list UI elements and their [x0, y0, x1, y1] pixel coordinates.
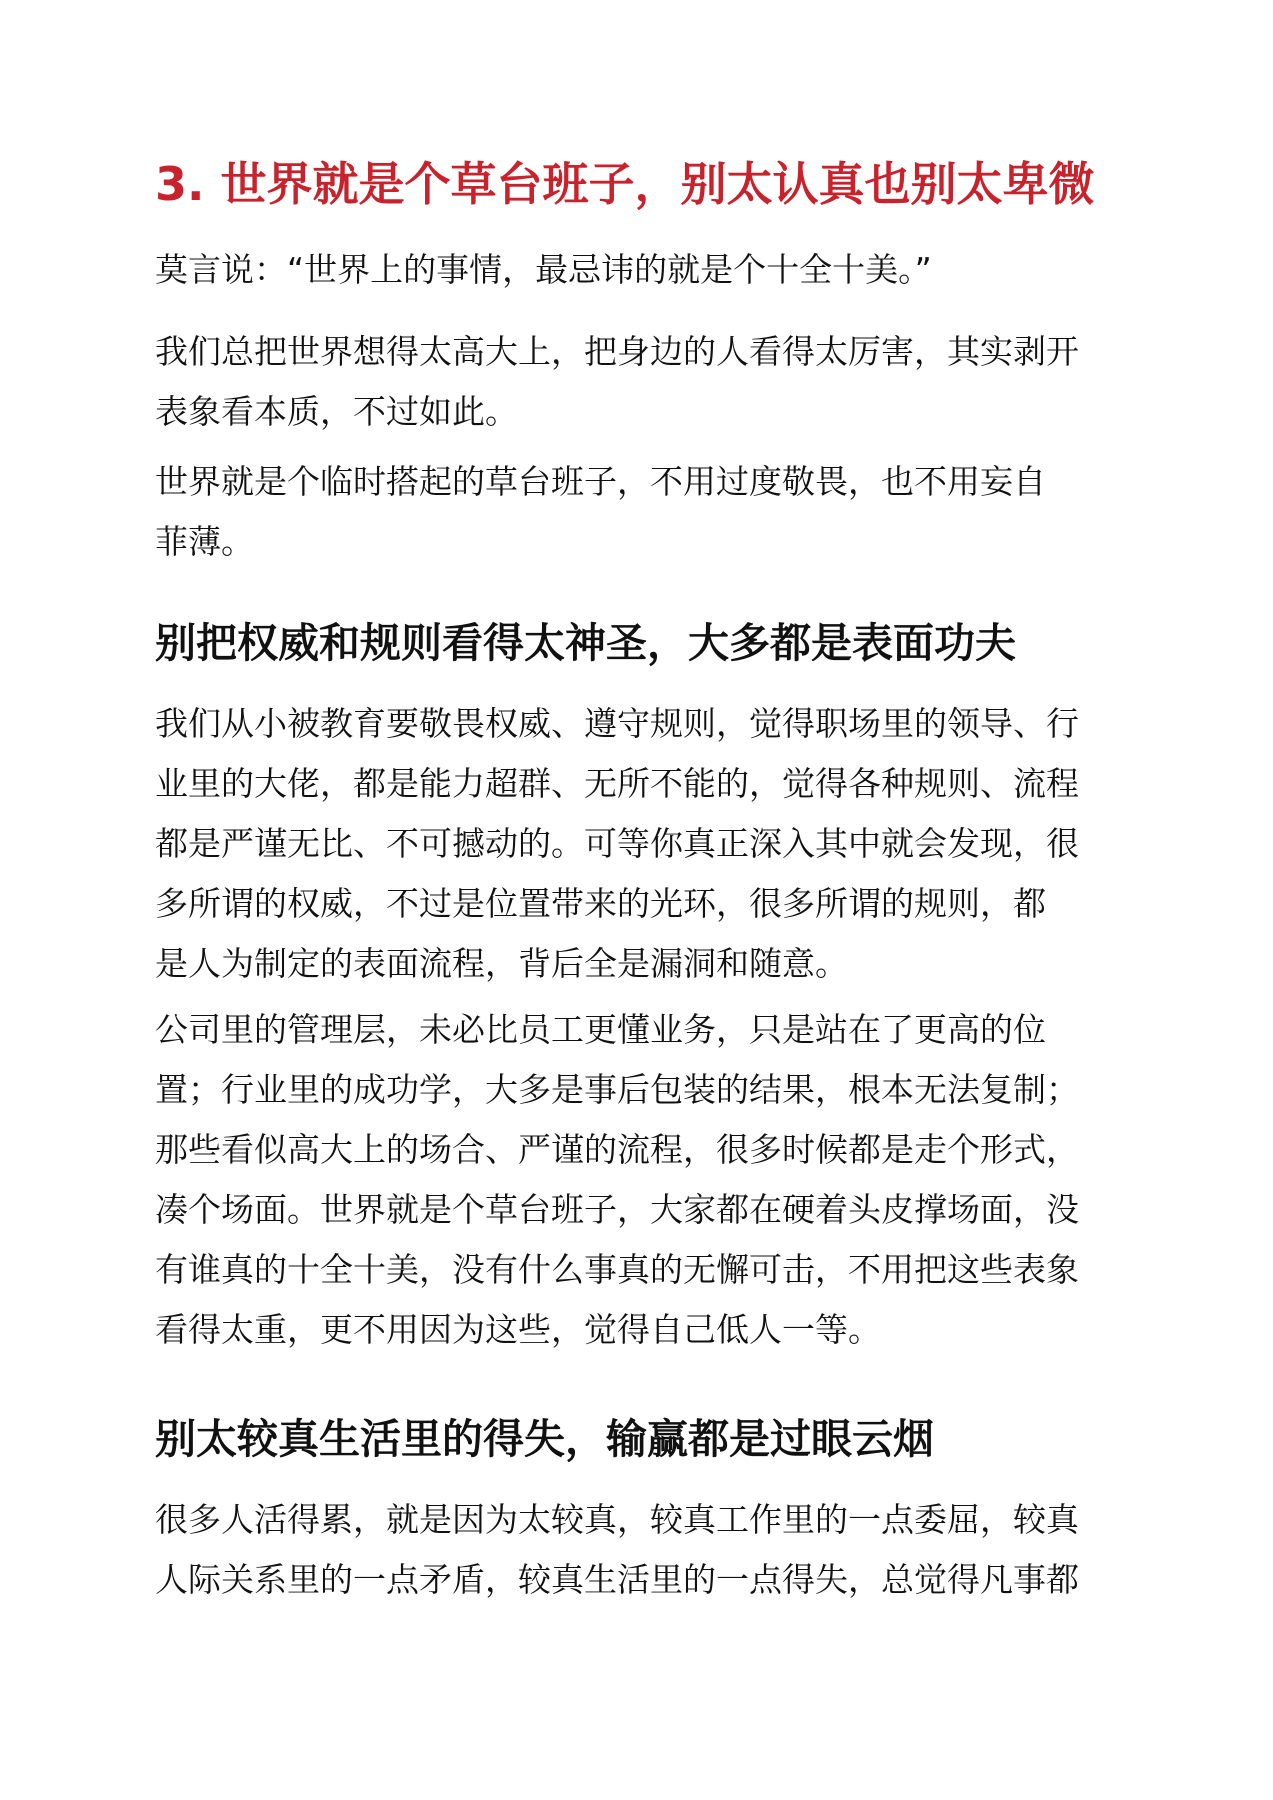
text-line: 公司里的管理层，未必比员工更懂业务，只是站在了更高的位: [155, 1010, 1046, 1049]
section-heading-2: 别太较真生活里的得失，输赢都是过眼云烟: [155, 1415, 934, 1463]
section-1-paragraph-1: [155, 694, 1120, 994]
text-line: 多所谓的权威，不过是位置带来的光环，很多所谓的规则，都: [155, 884, 1046, 923]
text-line: 看得太重，更不用因为这些，觉得自己低人一等。: [155, 1310, 881, 1349]
text-line: 凑个场面。世界就是个草台班子，大家都在硬着头皮撑场面，没: [155, 1190, 1079, 1229]
text-line: 菲薄。: [155, 522, 254, 561]
text-line: 那些看似高大上的场合、严谨的流程，很多时候都是走个形式，: [155, 1130, 1079, 1169]
section-2-paragraph-1: [155, 1490, 1120, 1610]
text-line: 业里的大佬，都是能力超群、无所不能的，觉得各种规则、流程: [155, 764, 1079, 803]
intro-paragraph-1: [155, 322, 1120, 442]
section-heading-1: 别把权威和规则看得太神圣，大多都是表面功夫: [155, 619, 1016, 667]
intro-paragraph-2: [155, 452, 1120, 572]
text-line: 置；行业里的成功学，大多是事后包装的结果，根本无法复制；: [155, 1070, 1079, 1109]
text-line: 是人为制定的表面流程，背后全是漏洞和随意。: [155, 944, 848, 983]
section-1-paragraph-2: [155, 1000, 1120, 1360]
text-line: 表象看本质，不过如此。: [155, 392, 518, 431]
text-line: 都是严谨无比、不可撼动的。可等你真正深入其中就会发现，很: [155, 824, 1079, 863]
article-title: 3. 世界就是个草台班子，别太认真也别太卑微: [155, 157, 1095, 211]
text-line: 我们从小被教育要敬畏权威、遵守规则，觉得职场里的领导、行: [155, 704, 1079, 743]
text-line: 我们总把世界想得太高大上，把身边的人看得太厉害，其实剥开: [155, 332, 1079, 371]
text-line: 很多人活得累，就是因为太较真，较真工作里的一点委屈，较真: [155, 1500, 1079, 1539]
quote-paragraph: 莫言说：“世界上的事情，最忌讳的就是个十全十美。”: [155, 250, 932, 289]
text-line: 世界就是个临时搭起的草台班子，不用过度敬畏，也不用妄自: [155, 462, 1046, 501]
text-line: 有谁真的十全十美，没有什么事真的无懈可击，不用把这些表象: [155, 1250, 1079, 1289]
text-line: 人际关系里的一点矛盾，较真生活里的一点得失，总觉得凡事都: [155, 1560, 1079, 1599]
